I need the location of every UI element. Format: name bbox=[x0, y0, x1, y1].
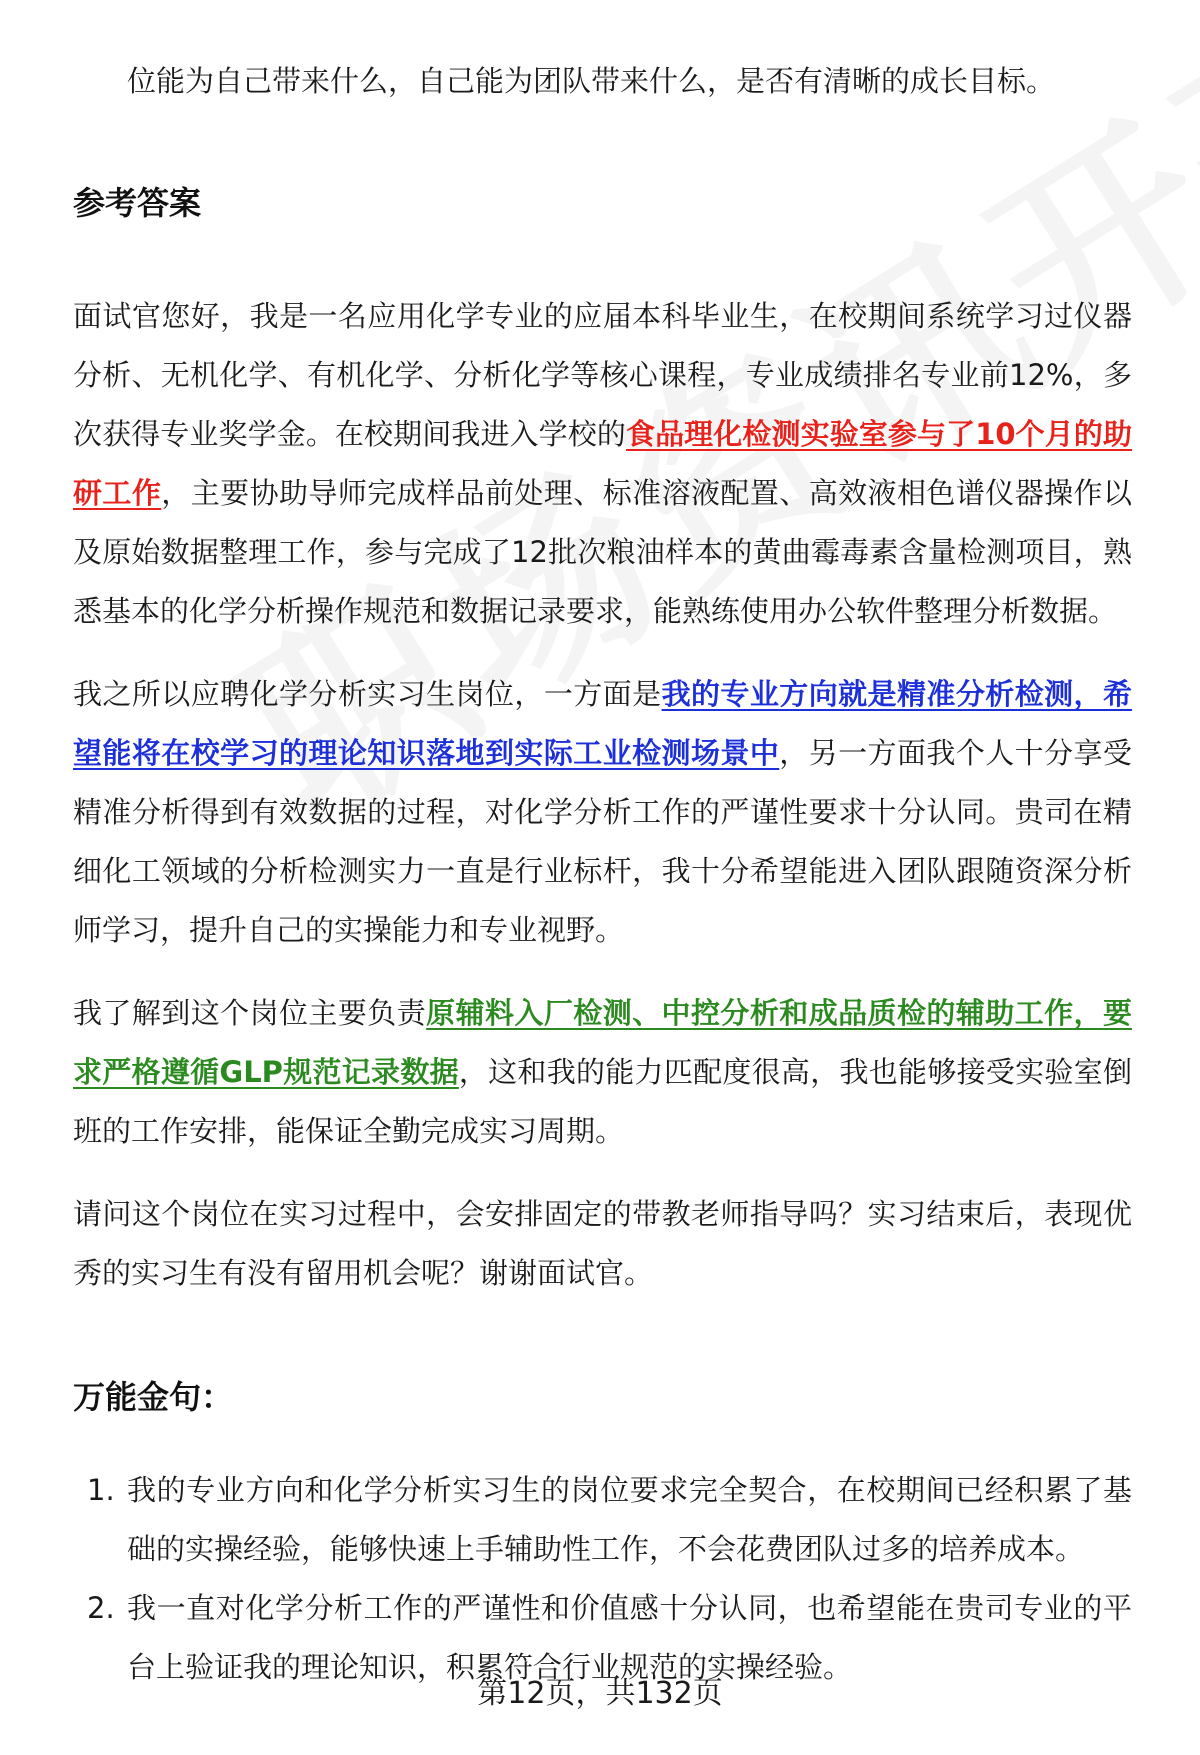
p3-highlight: 原辅料入厂检测、中控分析和成品质检的辅助工作，要求严格遵循GLP规范记录数据 bbox=[73, 996, 1132, 1089]
page-content bbox=[73, 52, 1132, 1697]
answer-heading: 参考答案 bbox=[73, 184, 202, 222]
list-item-number: 2. bbox=[87, 1591, 115, 1625]
answer-paragraph-2 bbox=[73, 665, 1132, 960]
p3-text-b: ，这和我的能力匹配度很高，我也能够接受实验室倒班的工作安排，能保证全勤完成实习周期。 bbox=[73, 1055, 1132, 1148]
list-item-text: 我一直对化学分析工作的严谨性和价值感十分认同，也希望能在贵司专业的平台上验证我的理论知识，积累符合行业规范的实操经验。 bbox=[127, 1591, 1132, 1684]
lead-line: 位能为自己带来什么，自己能为团队带来什么，是否有清晰的成长目标。 bbox=[127, 64, 1056, 98]
p2-highlight: 我的专业方向就是精准分析检测，希望能将在校学习的理论知识落地到实际工业检测场景中 bbox=[73, 677, 1132, 770]
golden-list bbox=[73, 1461, 1132, 1697]
list-item bbox=[73, 1461, 1132, 1579]
list-item bbox=[73, 1579, 1132, 1697]
p1-text-a: 面试官您好，我是一名应用化学专业的应届本科毕业生，在校期间系统学习过仪器分析、无机化学、有机化学、分析化学等核心课程，专业成绩排名专业前12%，多次获得专业奖学金。在校期间我进入学校的 bbox=[73, 299, 1132, 451]
p2-text-a: 我之所以应聘化学分析实习生岗位，一方面是 bbox=[73, 677, 662, 711]
p3-text-a: 我了解到这个岗位主要负责 bbox=[73, 996, 427, 1030]
answer-paragraph-4: 请问这个岗位在实习过程中，会安排固定的带教老师指导吗？实习结束后，表现优秀的实习生有没有留用机会呢？谢谢面试官。 bbox=[73, 1197, 1132, 1290]
p1-highlight: 食品理化检测实验室参与了10个月的助研工作 bbox=[73, 417, 1132, 510]
p1-text-b: ，主要协助导师完成样品前处理、标准溶液配置、高效液相色谱仪器操作以及原始数据整理工作，参与完成了12批次粮油样本的黄曲霉毒素含量检测项目，熟悉基本的化学分析操作规范和数据记录要求，能熟练使用办公软件整理分析数据。 bbox=[73, 476, 1132, 628]
p2-text-b: ，另一方面我个人十分享受精准分析得到有效数据的过程，对化学分析工作的严谨性要求十分认同。贵司在精细化工领域的分析检测实力一直是行业标杆，我十分希望能进入团队跟随资深分析师学习，提升自己的实操能力和专业视野。 bbox=[73, 736, 1132, 947]
page-number: 第12页，共132页 bbox=[477, 1676, 723, 1711]
list-item-text: 我的专业方向和化学分析实习生的岗位要求完全契合，在校期间已经积累了基础的实操经验，能够快速上手辅助性工作，不会花费团队过多的培养成本。 bbox=[127, 1473, 1132, 1566]
answer-paragraph-3 bbox=[73, 984, 1132, 1161]
answer-paragraph-1 bbox=[73, 287, 1132, 641]
list-item-number: 1. bbox=[87, 1473, 115, 1507]
golden-heading: 万能金句： bbox=[73, 1378, 234, 1416]
